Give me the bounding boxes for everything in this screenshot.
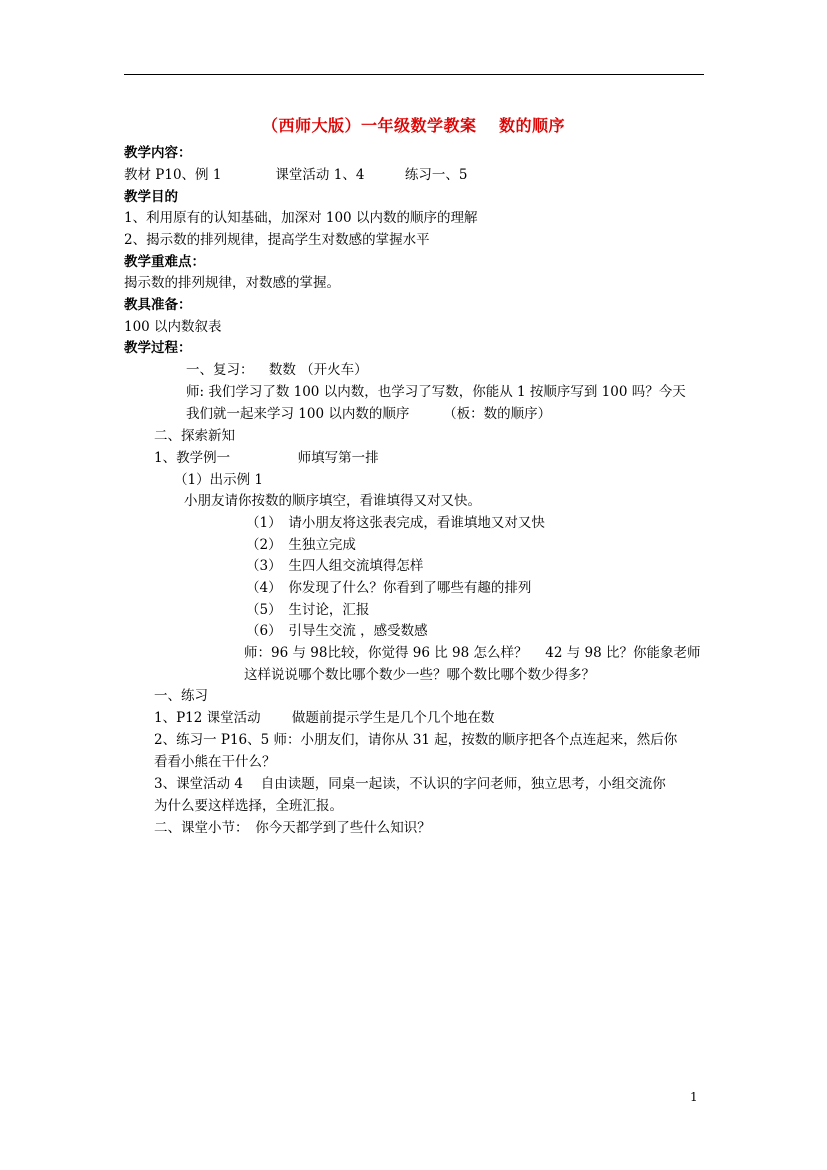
list-item: （6） 引导生交流 ，感受数感 [246,623,428,639]
page-number: 1 [690,1090,698,1104]
list-item: （5） 生讨论，汇报 [246,602,370,618]
text-line: 揭示数的排列规律，对数感的掌握。 [124,275,340,291]
section-heading-objectives: 教学目的 [124,189,178,205]
list-item: （3） 生四人组交流填得怎样 [246,558,424,574]
text-line: 二、课堂小节： 你今天都学到了些什么知识？ [154,820,431,836]
text-line: 二、探索新知 [154,428,235,444]
section-heading-materials: 教具准备： [124,297,192,313]
text-line: 师: 我们学习了数 100 以内数，也学习了写数，你能从 1 按顺序写到 100 吗？今天 [186,384,686,400]
text-line: 2、揭示数的排列规律，提高学生对数感的掌握水平 [124,232,430,248]
text-line: （1）出示例 1 [174,472,263,488]
text-line: 一、练习 [154,688,208,704]
text-line: 为什么要这样选择，全班汇报。 [154,798,343,814]
text-line: 1、教学例一 师填写第一排 [154,450,379,466]
section-heading-process: 教学过程： [124,340,192,356]
document-title: （西师大版）一年级数学教案 数的顺序 [261,116,566,135]
text-line: 1、P12 课堂活动 做题前提示学生是几个几个地在数 [154,710,495,726]
text-line: 3、课堂活动 4 自由读题，同桌一起读，不认识的字问老师，独立思考，小组交流你 [154,776,666,792]
list-item: （2） 生独立完成 [246,537,356,553]
text-line: 小朋友请你按数的顺序填空，看谁填得又对又快。 [184,493,481,509]
text-line: 1、利用原有的认知基础，加深对 100 以内数的顺序的理解 [124,210,478,226]
list-item: （4） 你发现了什么？你看到了哪些有趣的排列 [246,580,532,596]
text-line: 看看小熊在干什么？ [154,754,276,770]
section-heading-key-points: 教学重难点： [124,254,205,270]
text-line: 师：96 与 98比较，你觉得 96 比 98 怎么样？ 42 与 98 比？你能象老师 [244,645,701,661]
list-item: （1） 请小朋友将这张表完成，看谁填地又对又快 [246,515,545,531]
text-line: 教材 P10、例 1 课堂活动 1、4 练习一、5 [124,167,468,183]
text-line: 这样说说哪个数比哪个数少一些？哪个数比哪个数少得多？ [244,667,595,683]
header-rule [124,74,704,75]
text-line: 一、复习： 数数 （开火车） [186,362,368,378]
text-line: 我们就一起来学习 100 以内数的顺序 （板：数的顺序） [186,406,552,422]
text-line: 100 以内数叙表 [124,319,222,335]
text-line: 2、练习一 P16、5 师：小朋友们，请你从 31 起，按数的顺序把各个点连起来，然后你 [154,732,678,748]
section-heading-content: 教学内容： [124,145,192,161]
